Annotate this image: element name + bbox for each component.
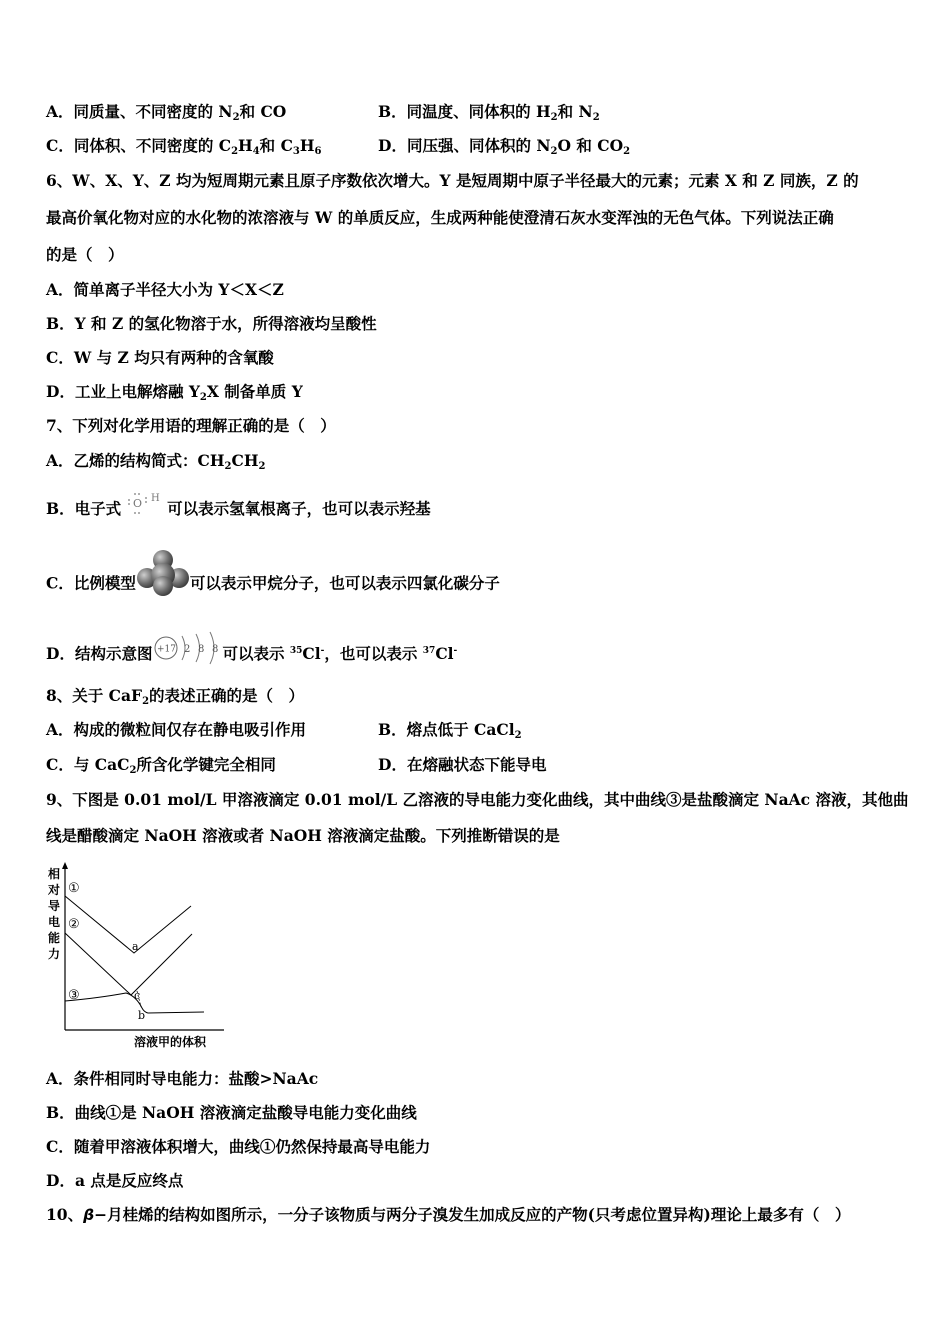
curve-label-1: ① [68, 881, 80, 896]
conductivity-chart [44, 858, 234, 1058]
q7-option-d: D．结构示意图 +17 2 8 8 可以表示 $^{35}$Cl-，也可以表示 $^{37}$Cl- [46, 630, 457, 680]
curve-2 [65, 933, 192, 995]
q6-option-c: C．W 与 Z 均只有两种的含氧酸 [46, 348, 274, 367]
q8-option-a: A．构成的微粒间仅存在静电吸引作用 [46, 720, 307, 739]
q8-option-c: C．与 CaC$_2$所含化学键完全相同 [46, 755, 276, 776]
q9-option-c: C．随着甲溶液体积增大，曲线①仍然保持最高导电能力 [46, 1137, 431, 1156]
q9-option-b: B．曲线①是 NaOH 溶液滴定盐酸导电能力变化曲线 [46, 1103, 417, 1122]
nucleus-charge: +17 [157, 644, 177, 655]
space-filling-model-icon [136, 548, 190, 621]
q9-stem-line1: 9、下图是 0.01 mol/L 甲溶液滴定 0.01 mol/L 乙溶液的导电能力变化曲线，其中曲线③是盐酸滴定 NaAc 溶液，其他曲 [46, 790, 909, 809]
q6-option-a: A．简单离子半径大小为 Y＜X＜Z [46, 280, 284, 299]
q8-option-d: D．在熔融状态下能导电 [378, 755, 547, 774]
q6-stem-line1: 6、W、X、Y、Z 均为短周期元素且原子序数依次增大。Y 是短周期中原子半径最大的元素；元素 X 和 Z 同族，Z 的 [46, 171, 859, 190]
y-label-5: 能 [48, 931, 61, 945]
point-label-b: b [138, 1009, 146, 1022]
point-label-a: a [132, 940, 139, 953]
q8-stem: 8、关于 CaF$_2$的表述正确的是（ ） [46, 686, 305, 707]
q6-stem-line2: 最高价氧化物对应的水化物的浓溶液与 W 的单质反应，生成两种能使澄清石灰水变浑浊的无色气体。下列说法正确 [46, 208, 834, 227]
y-axis-arrow [62, 862, 68, 869]
q9-option-d: D．a 点是反应终点 [46, 1171, 184, 1190]
y-label-6: 力 [48, 947, 61, 961]
q5-option-b: B．同温度、同体积的 $H_2$和 $N_2$ [378, 102, 600, 123]
point-label-c: c [134, 989, 141, 1002]
q7-option-c: C．比例模型 可以表示甲烷分子，也可以表示四氯化碳分子 [46, 548, 500, 621]
q8-option-b: B．熔点低于 CaCl$_2$ [378, 720, 522, 741]
y-label-4: 电 [48, 915, 61, 929]
curve-label-3: ③ [68, 988, 80, 1003]
q5-option-a: A．同质量、不同密度的 $N_2$和 CO [46, 102, 287, 123]
curve-1 [65, 896, 191, 953]
y-label-2: 对 [48, 883, 61, 897]
y-label-1: 相 [48, 867, 61, 881]
shell-1-count: 2 [184, 644, 191, 655]
q6-stem-line3: 的是（ ） [46, 245, 124, 264]
q5-option-d: D．同压强、同体积的 $N_2O$ 和 $CO_2$ [378, 136, 631, 157]
atom-structure-diagram [152, 630, 222, 680]
formula-h: H [151, 493, 160, 504]
q9-stem-line2: 线是醋酸滴定 NaOH 溶液或者 NaOH 溶液滴定盐酸。下列推断错误的是 [46, 826, 560, 845]
q10-stem: 10、β−月桂烯的结构如图所示，一分子该物质与两分子溴发生加成反应的产物(只考虑位置异构)理论上最多有（ ） [46, 1205, 851, 1224]
q6-option-d: D．工业上电解熔融 $Y_2X$ 制备单质 Y [46, 382, 303, 403]
curve-label-2: ② [68, 917, 80, 932]
y-label-3: 导 [48, 899, 61, 913]
q7-option-b: B．电子式 O H 可以表示氢氧根离子，也可以表示羟基 [46, 488, 431, 532]
beta-symbol: β− [83, 1206, 108, 1224]
shell-3-count: 8 [212, 644, 219, 655]
q7-stem: 7、下列对化学用语的理解正确的是（ ） [46, 416, 336, 435]
formula-o: O [133, 497, 143, 510]
q7-option-a: A．乙烯的结构简式：$CH_2CH_2$ [46, 451, 266, 472]
q9-option-a: A．条件相同时导电能力：盐酸>NaAc [46, 1069, 319, 1088]
q6-option-b: B．Y 和 Z 的氢化物溶于水，所得溶液均呈酸性 [46, 314, 377, 333]
x-axis-label: 溶液甲的体积 [134, 1035, 207, 1049]
electron-formula-figure [121, 488, 167, 532]
shell-2-count: 8 [198, 644, 205, 655]
q5-option-c: C．同体积、不同密度的 $C_2H_4$和 $C_3H_6$ [46, 136, 322, 157]
